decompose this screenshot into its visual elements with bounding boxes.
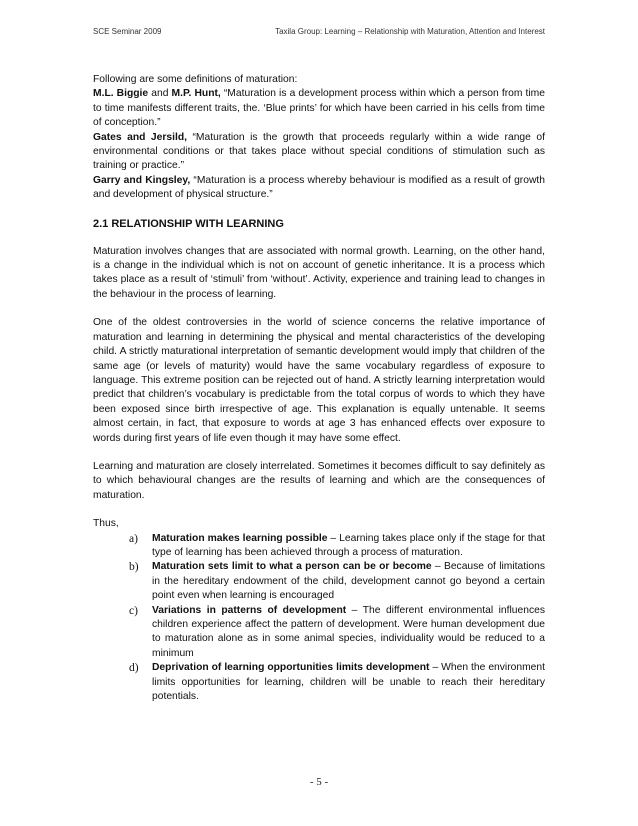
page-number: - 5 - — [309, 776, 329, 788]
definition-biggie-hunt: M.L. Biggie and M.P. Hunt, “Maturation is a development process within which a person from time to time manifests different traits, the. ‘Blue prints’ for which have been carried in his cells from time of conception.” — [93, 88, 545, 129]
list-marker: d) — [129, 662, 139, 675]
list-item-text: – The different environmental influences children experience affect the pattern of development. Were human development due to maturation alone as in some animal species, individuality would be reduced to a minimum — [152, 604, 545, 659]
definition-text: “Maturation is a process whereby behaviour is modified as a result of growth and development of physical structure.” — [93, 174, 545, 201]
definition-text: “Maturation is the growth that proceeds regularly within a wide range of environmental conditions or that takes place without special conditions of stimulation such as training or practice.” — [93, 131, 545, 172]
thus-text: Thus, — [93, 518, 119, 530]
list-item-title: Deprivation of learning opportunities limits development — [152, 662, 430, 674]
page-body — [93, 73, 545, 704]
relationship-list — [93, 532, 545, 705]
intro-text: Following are some definitions of maturation: — [93, 74, 298, 85]
list-item — [93, 560, 545, 603]
paragraph: Maturation involves changes that are associated with normal growth. Learning, on the other hand, is a change in the individual which is not on account of genetic inheritance. It is a process which takes place as a result of ‘stimuli’ from ‘without’. Activity, experience and training lead to changes in the behaviour in the process of learning. — [93, 245, 545, 300]
header-right: Taxila Group: Learning – Relationship with Maturation, Attention and Interest — [275, 27, 545, 36]
list-item-title: Maturation sets limit to what a person can be or become — [152, 561, 432, 573]
list-marker: c) — [129, 604, 138, 617]
definition-garry-kingsley — [93, 174, 545, 203]
definition-author: M.P. Hunt, — [171, 88, 221, 100]
definition-author: M.L. Biggie — [93, 88, 149, 100]
list-item-text: – Learning takes place only if the stage for that type of learning has been achieved through a process of maturation. — [152, 532, 546, 558]
page-header — [93, 27, 545, 41]
paragraph: One of the oldest controversies in the world of science concerns the relative importance of maturation and learning in determining the physical and mental characteristics of the developing child. A strictly maturational interpretation of semantic development would imply that children of the same age (or levels of maturity) would have the same vocabulary regardless of exposure to language. This extreme position can be rejected out of hand. A strictly learning interpretation would predict that children’s vocabulary is predictable from the total corpus of words to which they have been exposed since birth irrespective of age. This explanation is equally untenable. It seems almost certain, in fact, that exposure to words at age 3 has enhanced effects over exposure to words during first years of life even though it may have some effect. — [93, 317, 545, 444]
definition-text: “Maturation is a development process within which a person from time to time manifests different traits, the. ‘Blue prints’ for which have been carried in his cells from time of conception.” — [93, 88, 545, 129]
definition-gates-jersild — [93, 131, 545, 174]
section-heading: 2.1 RELATIONSHIP WITH LEARNING — [93, 217, 284, 230]
list-marker: b) — [129, 561, 139, 574]
definition-author: Gates and Jersild, — [93, 131, 187, 143]
list-item-text: – When the environment limits opportunities for learning, children will be unable to reach their hereditary potentials. — [152, 662, 545, 703]
definition-author: Garry and Kingsley, — [93, 174, 191, 186]
paragraph: Learning and maturation are closely interrelated. Sometimes it becomes difficult to say definitely as to which behavioural changes are the results of learning and which are the consequences of maturation. — [93, 460, 545, 501]
list-item — [93, 661, 545, 704]
list-item-title: Maturation makes learning possible — [152, 532, 328, 544]
list-item-text: – Because of limitations in the hereditary endowment of the child, development cannot go beyond a certain point even when learning is encouraged — [152, 561, 545, 602]
list-item — [93, 532, 545, 561]
list-item — [93, 604, 545, 662]
header-left: SCE Seminar 2009 — [93, 27, 162, 36]
list-item-title: Variations in patterns of development — [152, 604, 347, 616]
list-marker: a) — [129, 532, 138, 545]
